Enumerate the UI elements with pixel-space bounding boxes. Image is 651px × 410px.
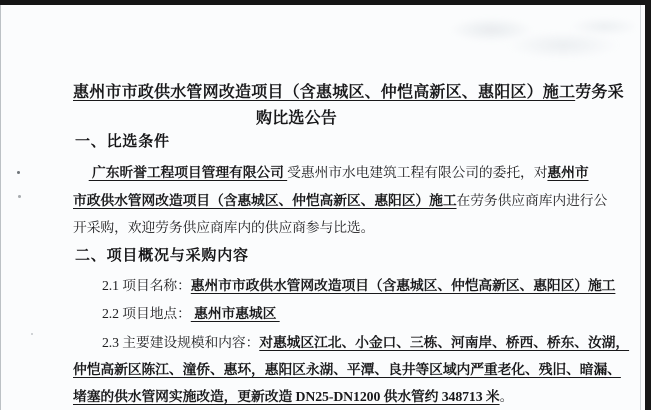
scan-edge-left <box>0 0 1 410</box>
sentence-period: 。 <box>499 389 514 404</box>
item-2-2-value: 惠州市惠城区 <box>190 306 280 321</box>
document-title-line2: 购比选公告 <box>256 110 338 127</box>
section1-heading: 一、比选条件 <box>75 134 170 150</box>
item-2-1-label: 2.1 项目名称： <box>102 278 191 293</box>
section1-paragraph-line3: 开采购，欢迎劳务供应商库内的供应商参与比选。 <box>73 220 375 235</box>
dust-speck <box>18 195 21 198</box>
item-2-3-value-line2: 仲恺高新区陈江、潼侨、惠环，惠阳区永湖、平潭、良井等区域内严重老化、残旧、暗漏、 <box>73 362 621 377</box>
item-2-1-project-name <box>102 278 615 294</box>
title-suffix: 劳务采 <box>575 84 624 101</box>
item-2-3-scope-line3 <box>73 389 513 405</box>
item-2-3-value-line1: 对惠城区江北、小金口、三栋、河南岸、桥西、桥东、汝湖， <box>259 335 630 350</box>
item-2-2-label: 2.2 项目地点： <box>102 306 191 321</box>
dust-speck <box>17 171 20 174</box>
item-2-3-label: 2.3 主要建设规模和内容： <box>102 335 260 350</box>
scan-edge-right <box>645 0 651 410</box>
item-2-3-scope-line2 <box>73 362 621 378</box>
section1-paragraph-line2: 市政供水管网改造项目（含惠城区、仲恺高新区、惠阳区）施工在劳务供应商库内进行公 <box>73 193 608 208</box>
item-2-1-value: 惠州市市政供水管网改造项目（含惠城区、仲恺高新区、惠阳区）施工 <box>190 278 616 293</box>
page-edge-line <box>640 5 641 410</box>
project-name-part2: 市政供水管网改造项目（含惠城区、仲恺高新区、惠阳区）施工 <box>73 193 457 208</box>
section1-paragraph-line1: 广东昕誉工程项目管理有限公司 受惠州市水电建筑工程有限公司的委托，对惠州市 <box>88 165 589 180</box>
dust-speck <box>31 333 33 335</box>
bleed-through-artifact <box>430 8 635 70</box>
title-project-name: 惠州市市政供水管网改造项目（含惠城区、仲恺高新区、惠阳区）施工 <box>73 84 576 101</box>
project-name-part1: 惠州市 <box>547 165 589 180</box>
document-title-line1 <box>73 84 624 102</box>
item-2-3-value-line3: 堵塞的供水管网实施改造，更新改造 DN25-DN1200 供水管约 348713 米 <box>73 389 500 404</box>
procurement-agent-name: 广东昕誉工程项目管理有限公司 <box>88 165 288 180</box>
scan-edge-top <box>0 0 651 5</box>
item-2-2-project-location <box>102 306 280 322</box>
section2-heading: 二、项目概况与采购内容 <box>75 248 249 264</box>
item-2-3-scope-line1 <box>102 335 629 351</box>
